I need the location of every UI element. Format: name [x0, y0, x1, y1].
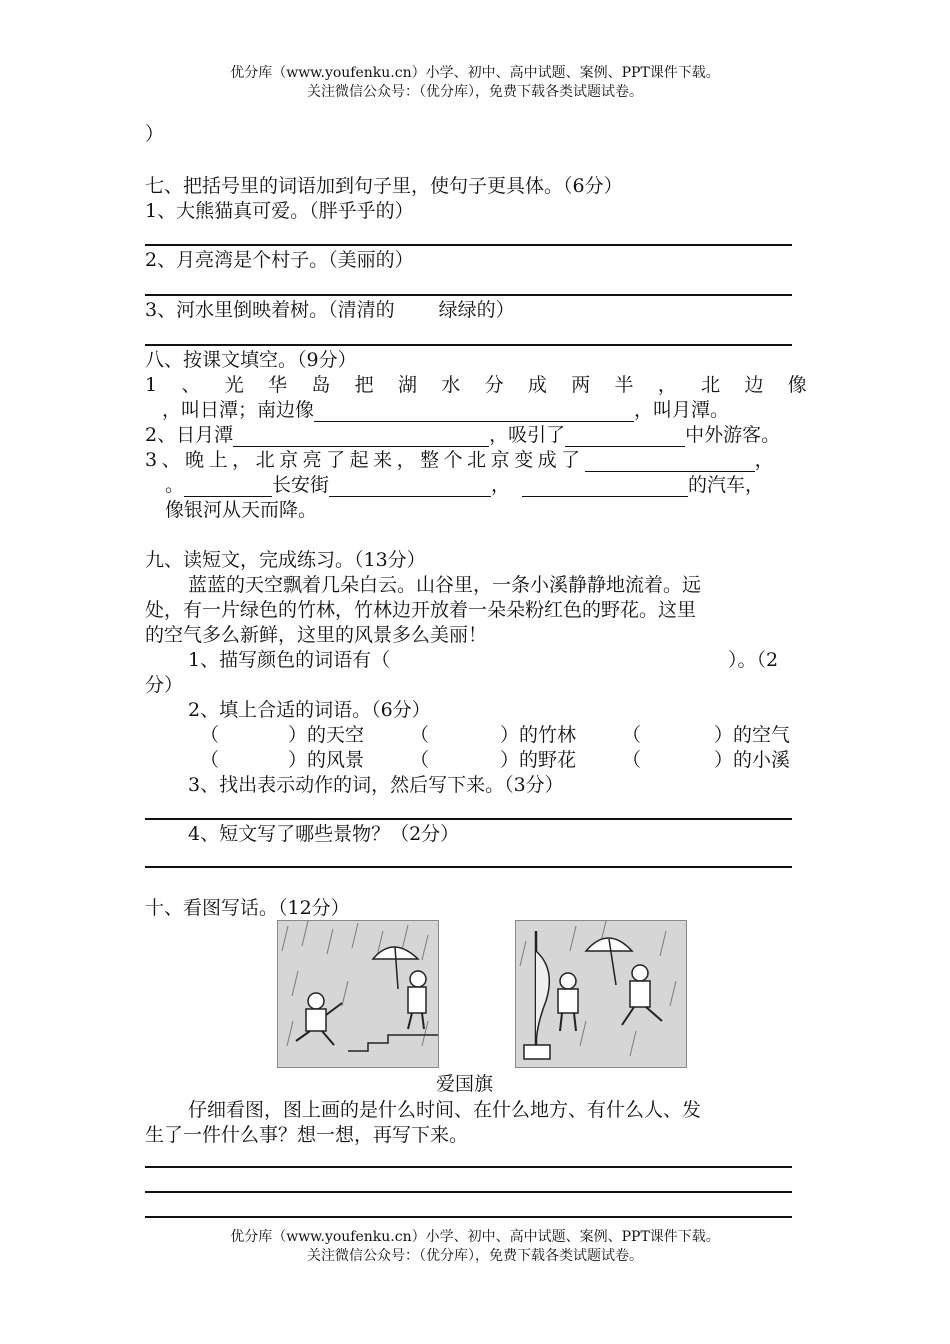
s9-row2-item3-close: ）的小溪: [714, 749, 791, 771]
s8-q3-text-e: ，: [491, 474, 511, 496]
s9-q1-wrap: 分）: [145, 674, 184, 696]
s8-q2-blank-1[interactable]: [233, 426, 489, 447]
s9-passage-line-1: 蓝蓝的天空飘着几朵白云。山谷里，一条小溪静静地流着。远: [188, 574, 702, 596]
s8-q1-char: 把: [354, 374, 374, 396]
s9-q2: 2、填上合适的词语。（6分）: [188, 699, 431, 721]
s9-q4-answer-line[interactable]: [145, 866, 792, 868]
s9-row2-item2-close: ）的野花: [500, 749, 577, 771]
s8-q1-char: 北: [701, 374, 721, 396]
top-paren: ）: [145, 123, 165, 145]
s7-title: 七、把括号里的词语加到句子里，使句子更具体。（6分）: [145, 175, 623, 197]
s8-q3-text-a: 3、晚上，北京亮了起来，整个北京变成了: [145, 449, 585, 471]
picture-boy-holding-flag: [515, 920, 687, 1068]
picture-caption: 爱国旗: [436, 1073, 494, 1095]
s8-q3-line1: [145, 448, 774, 472]
s9-row1-item1-open[interactable]: （: [200, 724, 220, 746]
s9-row2-item2-open[interactable]: （: [410, 749, 430, 771]
s7-q3: [145, 298, 515, 322]
s9-row2-item1-close: ）的风景: [288, 749, 365, 771]
header-line-1: 优分库（www.youfenku.cn）小学、初中、高中试题、案例、PPT课件下载。: [230, 65, 720, 81]
s9-q4: 4、短文写了哪些景物？（2分）: [188, 823, 460, 845]
s8-q1-char: 华: [268, 374, 288, 396]
s8-q1-char: 1: [145, 374, 158, 396]
s8-q1-char: ，: [657, 374, 677, 396]
s9-title: 九、读短文，完成练习。（13分）: [145, 549, 426, 571]
s8-title: 八、按课文填空。（9分）: [145, 349, 357, 371]
s7-q3-answer-line[interactable]: [145, 344, 792, 346]
s7-q1-answer-line[interactable]: [145, 244, 792, 246]
s8-q3-text-b: ，: [754, 449, 774, 471]
s9-q1-close: ）。（2: [728, 649, 779, 671]
picture-boy-running-in-rain: [277, 920, 439, 1068]
s8-q3-line2: [165, 473, 764, 497]
s9-passage-line-3: 的空气多么新鲜，这里的风景多么美丽！: [145, 624, 488, 646]
s9-row2-item1-open[interactable]: （: [200, 749, 220, 771]
s9-row1-item2-open[interactable]: （: [410, 724, 430, 746]
s7-q2-answer-line[interactable]: [145, 294, 792, 296]
s8-q1-char: 成: [527, 374, 547, 396]
s10-writing-line-1[interactable]: [145, 1166, 792, 1168]
s10-writing-line-2[interactable]: [145, 1191, 792, 1193]
s9-q3-answer-line[interactable]: [145, 818, 792, 820]
s8-q2-text-b: ，吸引了: [489, 424, 566, 446]
s8-q2-text-c: 中外游客。: [685, 424, 781, 446]
header-line-2: 关注微信公众号：（优分库），免费下载各类试题试卷。: [307, 84, 643, 100]
s8-q1-char: 岛: [311, 374, 331, 396]
s8-q1-char: 边: [744, 374, 764, 396]
s9-passage-line-2: 处，有一片绿色的竹林，竹林边开放着一朵朵粉红色的野花。这里: [145, 599, 697, 621]
s8-q3-line3: 像银河从天而降。: [165, 499, 318, 521]
s8-q1-char: 水: [441, 374, 461, 396]
s8-q3-blank-2[interactable]: [184, 476, 272, 497]
s10-title: 十、看图写话。（12分）: [145, 897, 350, 919]
s10-prompt-line-2: 生了一件什么事？想一想，再写下来。: [145, 1124, 469, 1146]
s8-q1-text-b: ，叫月潭。: [634, 399, 730, 421]
s8-q1-char: 半: [614, 374, 634, 396]
rain-scene-1-illustration: [278, 921, 438, 1067]
s8-q3-text-c: 。: [165, 474, 185, 496]
s7-q3-part-a: 3、河水里倒映着树。（清清的: [145, 299, 395, 321]
s8-q3-blank-4[interactable]: [522, 476, 688, 497]
s8-q1-line2: [162, 398, 729, 422]
s9-row1-item2-close: ）的竹林: [500, 724, 577, 746]
s8-q1-char: 、: [181, 374, 201, 396]
s9-row1-item3-close: ）的空气: [714, 724, 791, 746]
s8-q1-char: 两: [571, 374, 591, 396]
s10-prompt-line-1: 仔细看图，图上画的是什么时间、在什么地方、有什么人、发: [188, 1099, 702, 1121]
footer-line-1: 优分库（www.youfenku.cn）小学、初中、高中试题、案例、PPT课件下载。: [230, 1229, 720, 1245]
s10-writing-line-3[interactable]: [145, 1216, 792, 1218]
s9-row2-item3-open[interactable]: （: [622, 749, 642, 771]
rain-scene-2-illustration: [516, 921, 686, 1067]
s8-q3-blank-1[interactable]: [585, 451, 755, 472]
s7-q3-part-b: 绿绿的）: [438, 299, 515, 321]
s8-q2-blank-2[interactable]: [565, 426, 685, 447]
s8-q3-blank-3[interactable]: [329, 476, 491, 497]
s8-q1-blank[interactable]: [314, 401, 634, 422]
s8-q2-text-a: 2、日月潭: [145, 424, 234, 446]
s9-q1-text: 1、描写颜色的词语有（: [188, 649, 391, 671]
s9-q3: 3、找出表示动作的词，然后写下来。（3分）: [188, 774, 564, 796]
s8-q3-text-f: 的汽车，: [688, 474, 765, 496]
s9-row1-item1-close: ）的天空: [288, 724, 365, 746]
s8-q1-text-a: ，叫日潭；南边像: [162, 399, 315, 421]
s7-q1: 1、大熊猫真可爱。（胖乎乎的）: [145, 200, 414, 222]
s8-q1-char: 分: [484, 374, 504, 396]
s8-q1-char: 像: [787, 374, 807, 396]
s8-q1-char: 湖: [397, 374, 417, 396]
s7-q2: 2、月亮湾是个村子。（美丽的）: [145, 249, 414, 271]
s8-q1-line1: [145, 373, 807, 397]
s8-q1-char: 光: [224, 374, 244, 396]
s9-row1-item3-open[interactable]: （: [622, 724, 642, 746]
s8-q3-text-d: 长安街: [272, 474, 330, 496]
footer-line-2: 关注微信公众号：（优分库），免费下载各类试题试卷。: [307, 1248, 643, 1264]
s8-q2: [145, 423, 780, 447]
